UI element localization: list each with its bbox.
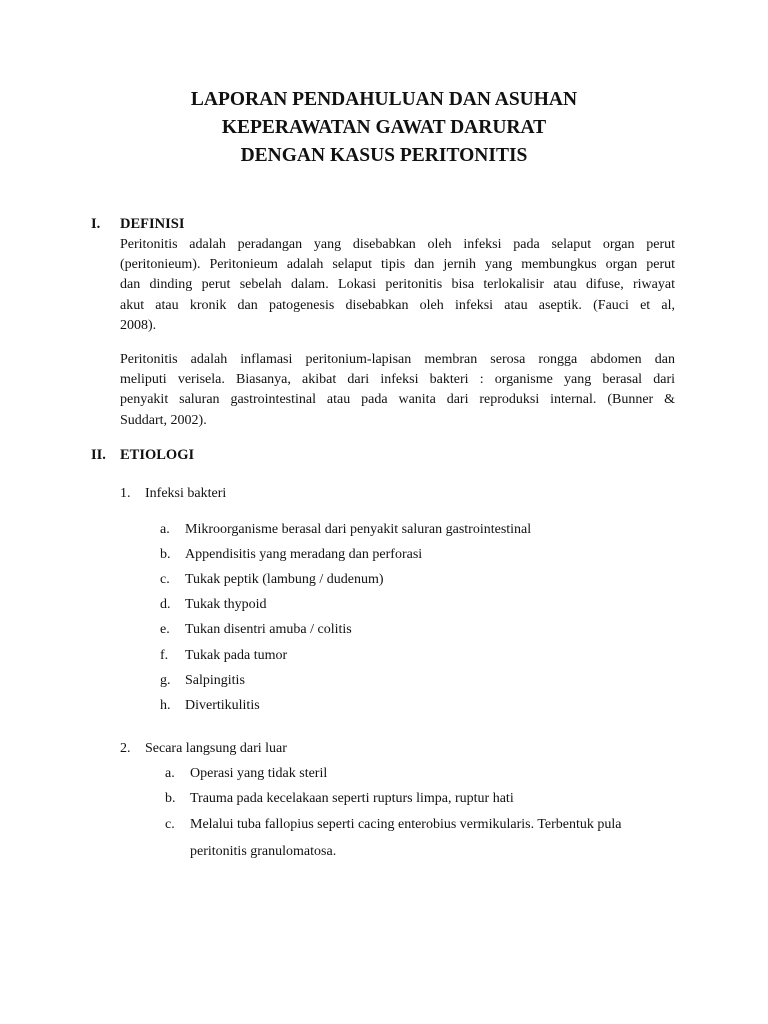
list-item — [160, 622, 352, 638]
list-item-text: Mikroorganisme berasal dari penyakit saluran gastrointestinal — [185, 522, 532, 537]
list-item — [160, 673, 245, 689]
paragraph-line: penyakit saluran gastrointestinal atau pada wanita dari reproduksi internal. (Bunner & — [120, 392, 675, 408]
list-marker: a. — [160, 522, 170, 537]
list-marker: c. — [165, 817, 175, 832]
list-item-text: Appendisitis yang meradang dan perforasi — [185, 547, 423, 562]
list-item — [165, 766, 327, 782]
list-item — [160, 698, 260, 714]
etiology-group-1 — [120, 486, 226, 502]
list-item-text: Trauma pada kecelakaan seperti rupturs limpa, ruptur hati — [190, 791, 514, 806]
paragraph-line: 2008). — [120, 317, 157, 333]
list-item-text: Salpingitis — [185, 673, 245, 688]
list-marker: c. — [160, 572, 170, 587]
list-item-text: Tukan disentri amuba / colitis — [185, 622, 352, 637]
paragraph-line: dan dinding perut sebelah dalam. Lokasi peritonitis bisa terlokalisir atau difuse, riwayat — [120, 277, 675, 293]
list-marker: h. — [160, 698, 171, 713]
list-item-text: Melalui tuba fallopius seperti cacing enterobius vermikularis. Terbentuk pula — [190, 817, 622, 832]
list-marker: g. — [160, 673, 171, 688]
list-item — [160, 597, 267, 613]
list-item-text: Divertikulitis — [185, 698, 260, 713]
list-marker: b. — [160, 547, 171, 562]
list-label: Infeksi bakteri — [145, 486, 227, 501]
list-item — [165, 817, 621, 833]
list-item-text: Tukak peptik (lambung / dudenum) — [185, 572, 384, 587]
list-item-text: Tukak pada tumor — [185, 648, 288, 663]
list-marker: 2. — [120, 741, 131, 756]
paragraph-line: Peritonitis adalah inflamasi peritonium-lapisan membran serosa rongga abdomen dan — [120, 352, 675, 367]
list-marker: d. — [160, 597, 171, 612]
paragraph-line: meliputi verisela. Biasanya, akibat dari infeksi bakteri : organisme yang berasal dari — [120, 372, 675, 388]
list-item-text: Operasi yang tidak steril — [190, 766, 328, 781]
list-item-continuation: peritonitis granulomatosa. — [190, 844, 337, 859]
list-item — [160, 522, 531, 538]
title-line-2: KEPERAWATAN GAWAT DARURAT — [221, 117, 547, 138]
list-marker: e. — [160, 622, 170, 637]
definition-paragraph-2 — [120, 350, 675, 431]
document-title — [0, 86, 768, 170]
list-label: Secara langsung dari luar — [145, 741, 287, 756]
etiology-group-2 — [120, 741, 287, 757]
list-item-text: Tukak thypoid — [185, 597, 267, 612]
list-item — [160, 547, 422, 563]
list-marker: a. — [165, 766, 175, 781]
section-1-heading: DEFINISI — [120, 216, 185, 232]
section-2-heading: ETIOLOGI — [120, 447, 195, 463]
list-marker: f. — [160, 648, 169, 663]
title-line-3: DENGAN KASUS PERITONITIS — [240, 145, 528, 166]
paragraph-line: Suddart, 2002). — [120, 412, 207, 428]
title-line-1: LAPORAN PENDAHULUAN DAN ASUHAN — [190, 89, 578, 110]
paragraph-line: akut atau kronik dan patogenesis disebabkan oleh infeksi atau aseptik. (Fauci et al, — [120, 297, 675, 313]
list-item — [160, 572, 384, 588]
section-2-number: II. — [91, 447, 106, 463]
list-item — [165, 791, 514, 807]
section-1-number: I. — [91, 216, 101, 232]
list-marker: 1. — [120, 486, 131, 501]
paragraph-line: (peritonieum). Peritonieum adalah selaput tipis dan jernih yang membungkus organ perut — [120, 257, 675, 273]
list-item — [160, 648, 287, 664]
definition-paragraph-1 — [120, 235, 675, 336]
paragraph-line: Peritonitis adalah peradangan yang disebabkan oleh infeksi pada selaput organ perut — [120, 237, 675, 252]
list-marker: b. — [165, 791, 176, 806]
